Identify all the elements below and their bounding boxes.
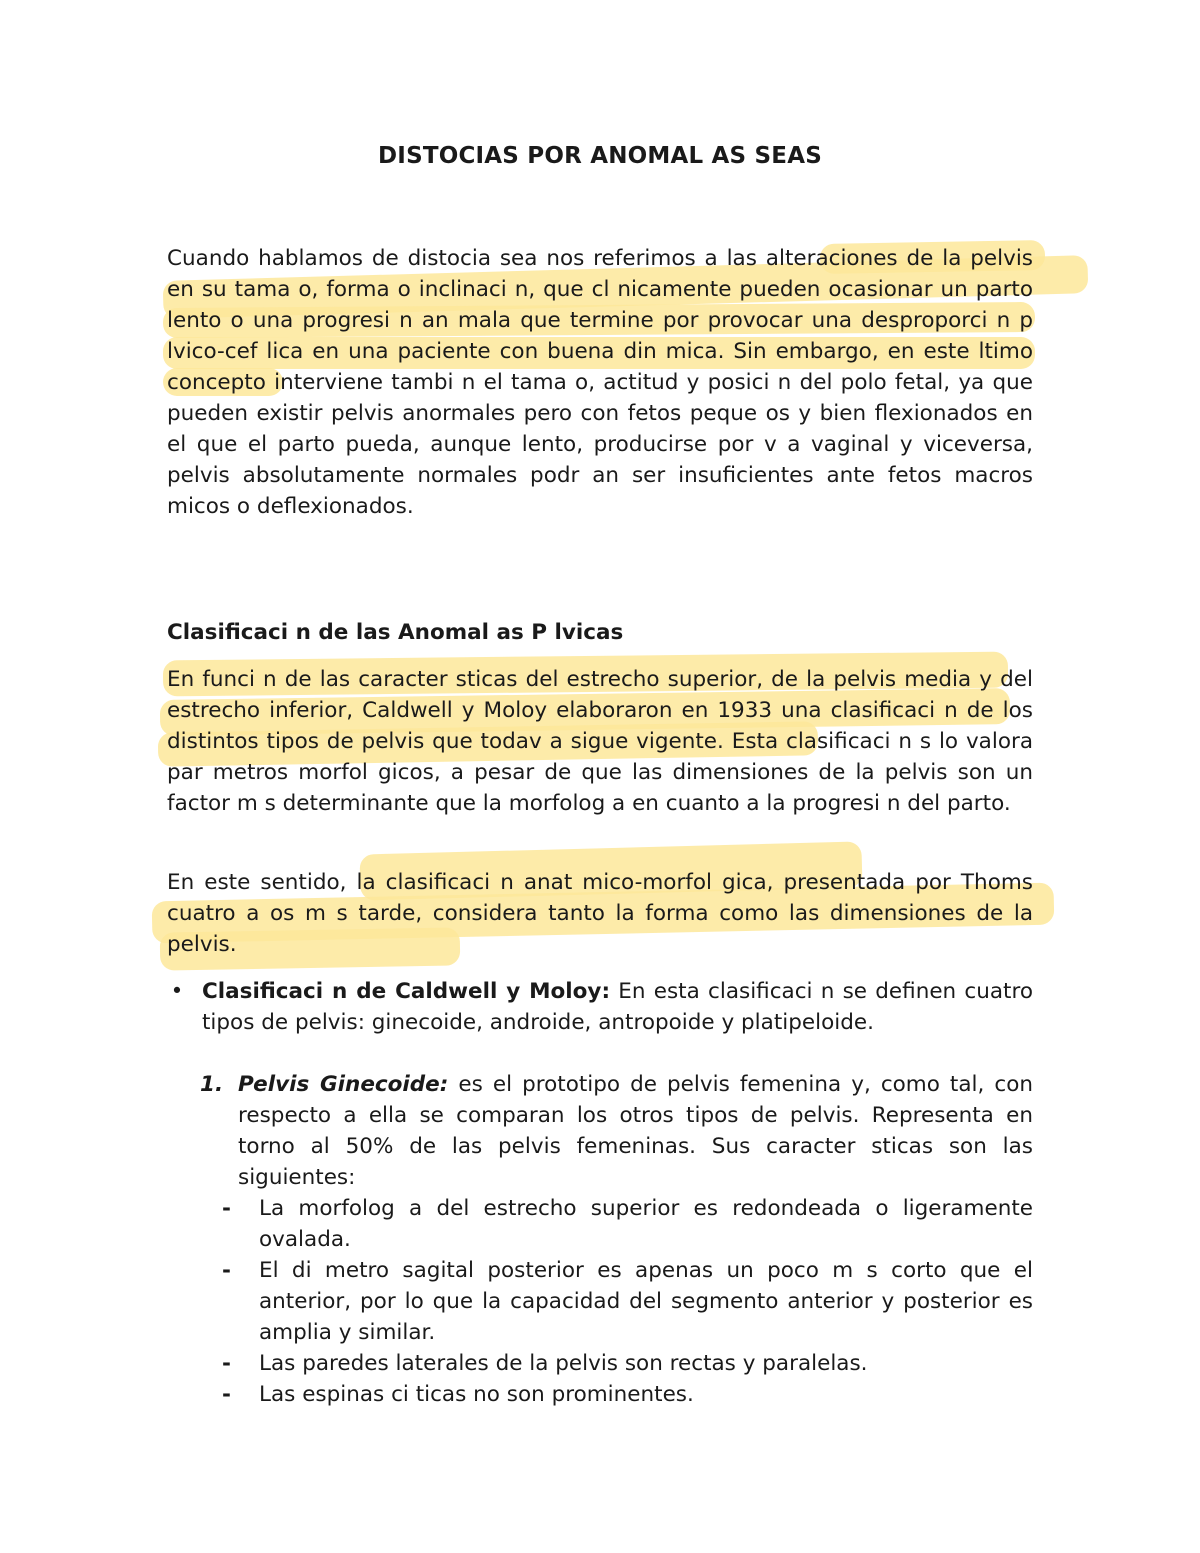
dash-list-text: El di metro sagital posterior es apenas un poco m s corto que el anterior, por lo que la capacidad del segmento anterior y posterior es amplia y similar. bbox=[259, 1258, 1033, 1345]
dash-marker: - bbox=[222, 1258, 231, 1283]
document-title: DISTOCIAS POR ANOMAL AS SEAS bbox=[378, 143, 822, 169]
dash-list-text: Las espinas ci ticas no son prominentes. bbox=[259, 1382, 694, 1407]
bullet-label: Clasificaci n de Caldwell y Moloy: bbox=[202, 979, 611, 1004]
bullet-marker: • bbox=[170, 979, 184, 1004]
section-heading: Clasificaci n de las Anomal as P lvicas bbox=[167, 620, 624, 645]
dash-list-text: La morfolog a del estrecho superior es redondeada o ligeramente ovalada. bbox=[259, 1196, 1033, 1252]
numbered-text: es el prototipo de pelvis femenina y, como tal, con respecto a ella se comparan los otros tipos de pelvis. Representa en torno al 50% de las pelvis femeninas. Sus caracter sticas son las siguientes: bbox=[238, 1072, 1033, 1190]
numbered-marker: 1. bbox=[200, 1072, 224, 1097]
bullet-body bbox=[202, 976, 1033, 1038]
numbered-body bbox=[238, 1069, 1033, 1193]
section-paragraph-1: En funci n de las caracter sticas del estrecho superior, de la pelvis media y del estrecho inferior, Caldwell y Moloy elaboraron en 1933 una clasificaci n de los distintos tipos de pelvis que todav a sigue vigente. Esta clasificaci n s lo valora par metros morfol gicos, a pesar de que las dimensiones de la pelvis son un factor m s determinante que la morfolog a en cuanto a la progresi n del parto. bbox=[167, 667, 1033, 816]
dash-marker: - bbox=[222, 1351, 231, 1376]
numbered-label: Pelvis Ginecoide: bbox=[238, 1072, 449, 1097]
dash-marker: - bbox=[222, 1196, 231, 1221]
bullet-text: En esta clasificaci n se definen cuatro tipos de pelvis: ginecoide, androide, antropoide y platipeloide. bbox=[202, 979, 1033, 1035]
dash-marker: - bbox=[222, 1382, 231, 1407]
dash-list-text: Las paredes laterales de la pelvis son rectas y paralelas. bbox=[259, 1351, 868, 1376]
section-paragraph-2: En este sentido, la clasificaci n anat mico-morfol gica, presentada por Thoms cuatro a os m s tarde, considera tanto la forma como las dimensiones de la pelvis. bbox=[167, 870, 1033, 957]
intro-paragraph: Cuando hablamos de distocia sea nos referimos a las alteraciones de la pelvis en su tama o, forma o inclinaci n, que cl nicamente pueden ocasionar un parto lento o una progresi n an mala que termine por provocar una desproporci n p lvico-cef lica en una paciente con buena din mica. Sin embargo, en este ltimo concepto interviene tambi n el tama o, actitud y posici n del polo fetal, ya que pueden existir pelvis anormales pero con fetos peque os y bien flexionados en el que el parto pueda, aunque lento, producirse por v a vaginal y viceversa, pelvis absolutamente normales podr an ser insuficientes ante fetos macros micos o deflexionados. bbox=[167, 246, 1033, 519]
